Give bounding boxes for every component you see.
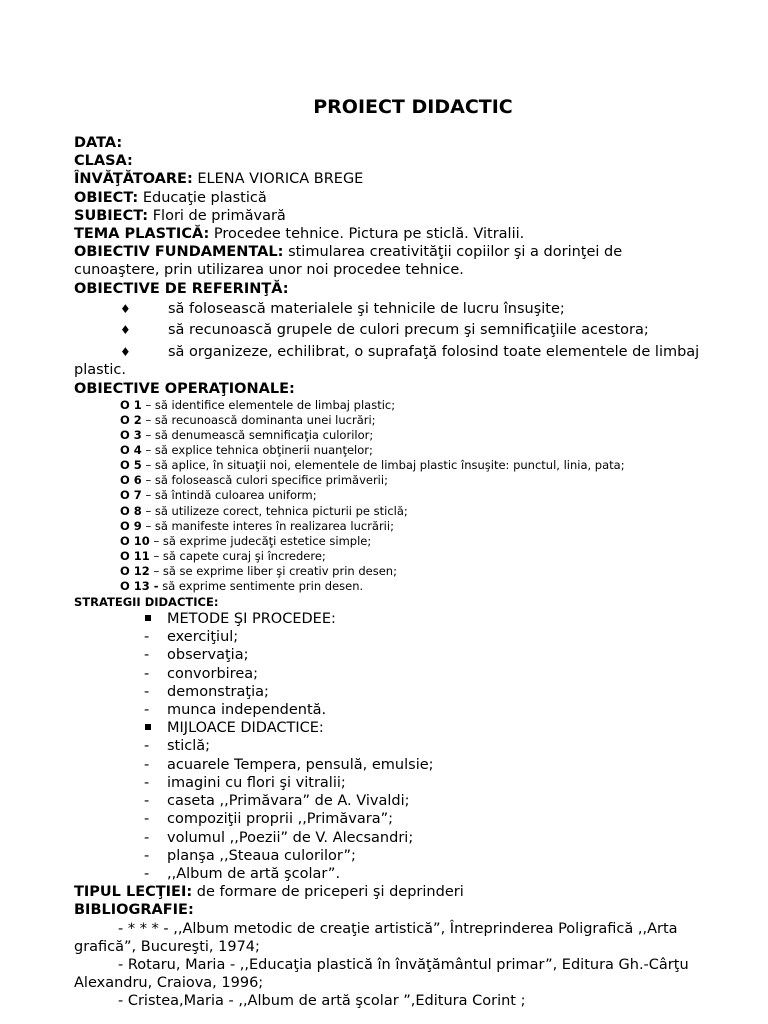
field-tema-label: TEMA PLASTICĂ: — [74, 226, 210, 243]
field-bibliografie — [74, 901, 744, 919]
field-invatatoare — [74, 170, 744, 188]
mijloace-heading-text: MIJLOACE DIDACTICE: — [167, 720, 324, 737]
operational-objective-text: – să se exprime liber şi creativ prin desen; — [149, 563, 397, 578]
referinta-item-text: să folosească materialele şi tehnicile de lucru însuşite; — [168, 300, 565, 317]
mijloc-item — [74, 756, 744, 774]
operational-objective — [120, 549, 744, 564]
dash-bullet: - — [144, 665, 150, 682]
dash-bullet: - — [144, 847, 150, 864]
operational-objective-text: – să folosească culori specifice primăverii; — [141, 473, 388, 488]
referinta-item — [74, 343, 744, 361]
dash-bullet: - — [144, 702, 150, 719]
dash-bullet: - — [144, 811, 150, 828]
operational-objective — [120, 519, 744, 534]
metoda-item-text: convorbirea; — [167, 665, 259, 682]
diamond-bullet-icon: ♦ — [120, 323, 131, 338]
bibliography-entry-line1: - * * * - ,,Album metodic de creaţie artistică”, Întreprinderea Poligrafică ,,Arta — [118, 920, 678, 937]
operational-objective-code: O 5 — [120, 458, 142, 473]
operational-objective — [120, 488, 744, 503]
operational-objective-code: O 9 — [120, 518, 142, 533]
operational-objective-code: O 2 — [120, 412, 142, 427]
operational-objective-text: – să exprime judecăţi estetice simple; — [149, 533, 372, 548]
referinta-item-continuation: plastic. — [74, 362, 126, 379]
operational-objective-text: – să explice tehnica obţinerii nuanţelor; — [141, 443, 373, 458]
strategii-label: STRATEGII DIDACTICE: — [74, 595, 219, 610]
field-obiectiv-value-line1: stimularea creativităţii copiilor şi a dorinţei de — [288, 244, 623, 261]
operational-objective-text: – să identifice elementele de limbaj plastic; — [141, 397, 396, 412]
field-referinta — [74, 280, 744, 298]
operational-objective-text: – să recunoască dominanta unei lucrări; — [141, 412, 376, 427]
field-data — [74, 134, 744, 152]
field-data-label: DATA: — [74, 135, 123, 151]
field-obiect-label: OBIECT: — [74, 189, 139, 206]
operational-objective-code: O 13 - — [120, 578, 159, 593]
mijloc-item — [74, 774, 744, 792]
field-tema — [74, 225, 744, 243]
metode-heading-text: METODE ŞI PROCEDEE: — [167, 611, 336, 628]
operational-objective — [120, 458, 744, 473]
operational-objective-code: O 8 — [120, 503, 142, 518]
dash-bullet: - — [144, 865, 150, 882]
operational-objective — [120, 413, 744, 428]
mijloc-item-text: ,,Album de artă şcolar”. — [167, 865, 341, 882]
field-tipul-label: TIPUL LECŢIEI: — [74, 884, 193, 901]
field-operationale — [74, 380, 744, 398]
operational-objective-text: – să denumească semnificaţia culorilor; — [141, 428, 374, 443]
operational-objective-code: O 12 — [120, 563, 150, 578]
bibliography-entry-line2: grafică”, Bucureşti, 1974; — [74, 938, 260, 955]
dash-bullet: - — [144, 647, 150, 664]
operational-objective-code: O 10 — [120, 533, 150, 548]
operational-objective-code: O 6 — [120, 473, 142, 488]
bibliography-entry — [74, 992, 744, 1010]
mijloace-list — [74, 737, 744, 883]
dash-bullet: - — [144, 756, 150, 773]
operational-objective-text: – să aplice, în situaţii noi, elementele de limbaj plastic însuşite: punctul, linia, pata; — [141, 458, 625, 473]
operational-objective-code: O 1 — [120, 397, 142, 412]
operational-objective-text: – să manifeste interes în realizarea lucrării; — [141, 518, 394, 533]
field-operationale-label: OBIECTIVE OPERAŢIONALE: — [74, 380, 295, 397]
dash-bullet: - — [144, 629, 150, 646]
field-clasa-label: CLASA: — [74, 153, 133, 170]
operational-objective-text: – să întindă culoarea uniform; — [141, 488, 317, 503]
mijloc-item — [74, 737, 744, 755]
metoda-item-text: demonstraţia; — [167, 683, 269, 700]
mijloace-heading — [74, 719, 744, 737]
operational-objective — [120, 564, 744, 579]
field-subiect-value: Flori de primăvară — [152, 207, 286, 224]
bibliography-entry — [74, 920, 744, 956]
bibliography-entry-line1: - Rotaru, Maria - ,,Educaţia plastică în învăţământul primar”, Editura Gh.-Cârţu — [118, 956, 689, 973]
mijloc-item-text: caseta ,,Primăvara” de A. Vivaldi; — [167, 793, 410, 810]
mijloc-item — [74, 792, 744, 810]
metoda-item-text: munca independentă. — [167, 702, 327, 719]
field-obiect-value: Educaţie plastică — [142, 189, 267, 206]
operational-objective — [120, 398, 744, 413]
operational-objective — [120, 534, 744, 549]
field-obiectiv-label: OBIECTIV FUNDAMENTAL: — [74, 244, 284, 261]
mijloc-item — [74, 847, 744, 865]
mijloc-item-text: compoziţii proprii ,,Primăvara”; — [167, 811, 394, 828]
diamond-bullet-icon: ♦ — [120, 345, 131, 360]
diamond-bullet-icon: ♦ — [120, 301, 131, 316]
operational-objective — [120, 473, 744, 488]
field-obiectiv — [74, 243, 744, 261]
mijloc-item — [74, 865, 744, 883]
operational-objective-text: să exprime sentimente prin desen. — [158, 578, 364, 593]
operational-objective-text: – să capete curaj şi încredere; — [149, 548, 326, 563]
square-bullet-icon — [74, 719, 167, 737]
page-title: PROIECT DIDACTIC — [313, 96, 513, 118]
operational-objective — [120, 504, 744, 519]
operational-objective-code: O 7 — [120, 488, 142, 503]
bibliography-entry-line2: Alexandru, Craiova, 1996; — [74, 975, 264, 992]
metoda-item — [74, 683, 744, 701]
dash-bullet: - — [144, 829, 150, 846]
dash-bullet: - — [144, 683, 150, 700]
bibliography-entry-line1: - Cristea,Maria - ,,Album de artă şcolar ”,Editura Corint ; — [118, 993, 526, 1010]
metoda-item — [74, 701, 744, 719]
metoda-item — [74, 665, 744, 683]
field-obiectiv-continuation: cunoaştere, prin utilizarea unor noi procedee tehnice. — [74, 262, 464, 279]
field-referinta-label: OBIECTIVE DE REFERINŢĂ: — [74, 280, 289, 297]
operational-objective — [120, 443, 744, 458]
field-obiect — [74, 189, 744, 207]
field-clasa — [74, 152, 744, 170]
mijloc-item-text: planşa ,,Steaua culorilor”; — [167, 847, 356, 864]
document-page — [74, 96, 744, 1011]
operational-objective — [120, 579, 744, 594]
metode-list — [74, 628, 744, 719]
field-subiect — [74, 207, 744, 225]
mijloc-item — [74, 829, 744, 847]
referinta-item-text: să recunoască grupele de culori precum şi semnificaţiile acestora; — [168, 322, 649, 339]
operational-objective — [120, 428, 744, 443]
field-tema-value: Procedee tehnice. Pictura pe sticlă. Vitralii. — [213, 226, 525, 243]
operational-objective-text: – să utilizeze corect, tehnica picturii pe sticlă; — [141, 503, 408, 518]
field-tipul-value: de formare de priceperi şi deprinderi — [196, 884, 464, 901]
field-invatatoare-label: ÎNVĂŢĂTOARE: — [74, 171, 193, 188]
operational-objective-code: O 4 — [120, 443, 142, 458]
dash-bullet: - — [144, 774, 150, 791]
mijloc-item-text: imagini cu flori şi vitralii; — [167, 774, 346, 791]
field-tipul — [74, 883, 744, 901]
bibliografie-list — [74, 920, 744, 1011]
operational-objective-code: O 3 — [120, 428, 142, 443]
mijloc-item-text: sticlă; — [167, 738, 211, 755]
field-bibliografie-label: BIBLIOGRAFIE: — [74, 902, 194, 919]
referinta-item — [74, 300, 744, 318]
referinta-item-text: să organizeze, echilibrat, o suprafaţă folosind toate elementele de limbaj — [168, 344, 700, 361]
dash-bullet: - — [144, 793, 150, 810]
field-invatatoare-value: ELENA VIORICA BREGE — [197, 171, 364, 188]
dash-bullet: - — [144, 738, 150, 755]
metoda-item-text: observaţia; — [167, 647, 249, 664]
metoda-item-text: exerciţiul; — [167, 629, 239, 646]
mijloc-item-text: acuarele Tempera, pensulă, emulsie; — [167, 756, 434, 773]
bibliography-entry — [74, 956, 744, 992]
metoda-item — [74, 628, 744, 646]
field-subiect-label: SUBIECT: — [74, 207, 149, 224]
operational-objective-code: O 11 — [120, 548, 150, 563]
metoda-item — [74, 646, 744, 664]
operationale-list — [74, 398, 744, 594]
mijloc-item-text: volumul ,,Poezii” de V. Alecsandri; — [167, 829, 414, 846]
referinta-item — [74, 321, 744, 339]
mijloc-item — [74, 810, 744, 828]
square-bullet-icon — [74, 610, 167, 628]
metode-heading — [74, 610, 744, 628]
